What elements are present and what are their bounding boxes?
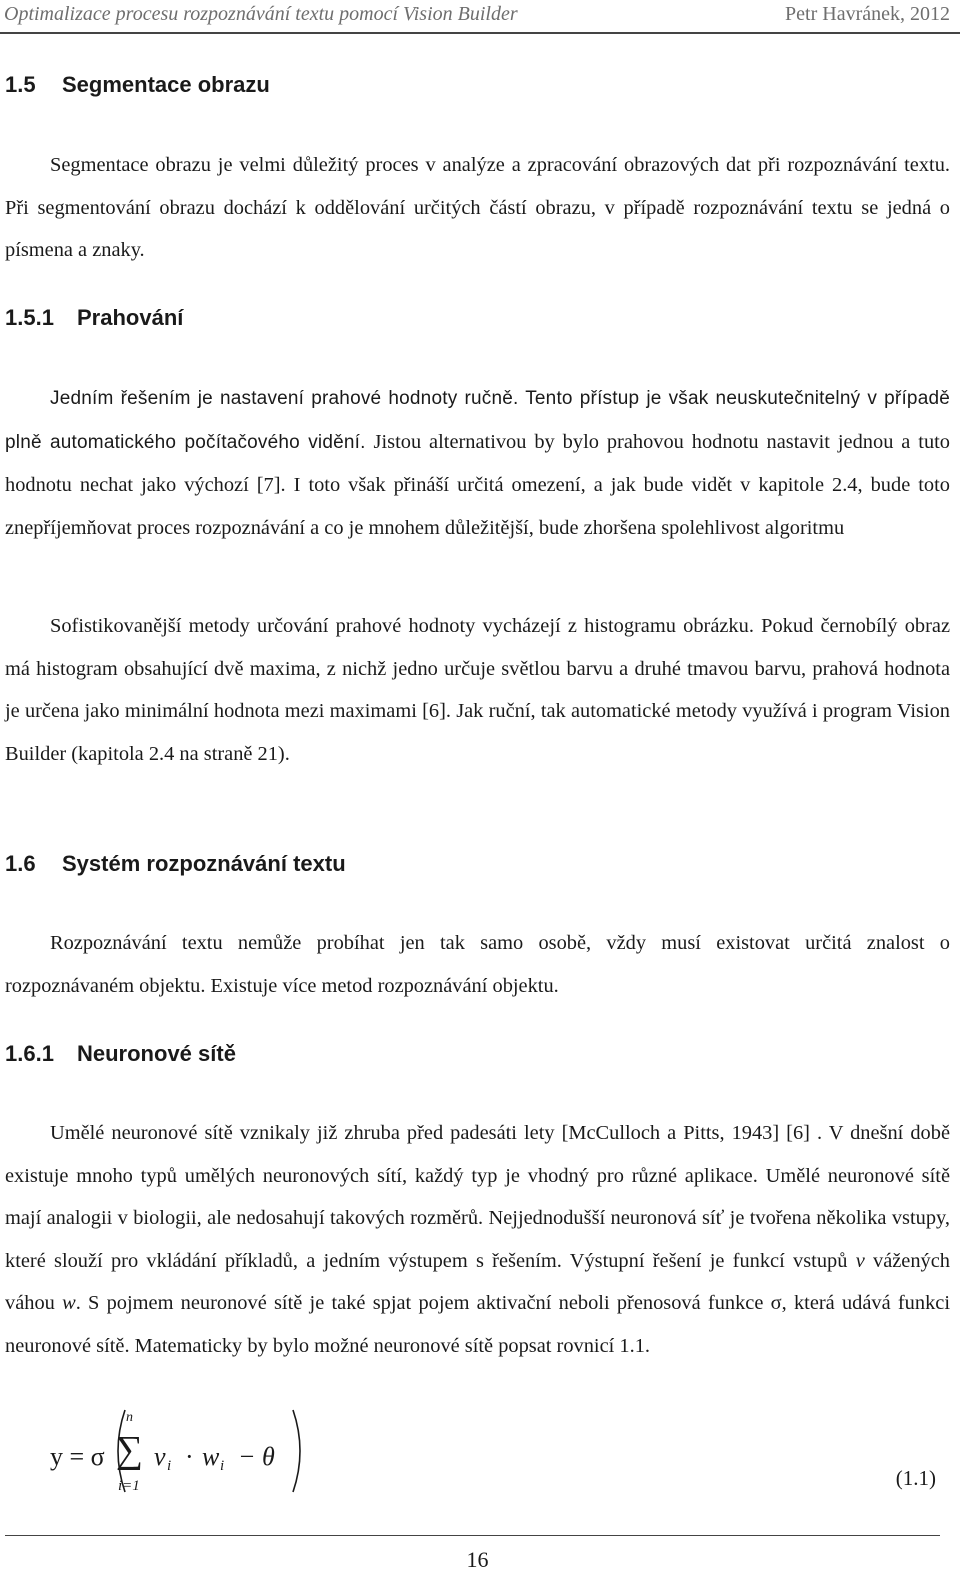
- section-heading-1-5: [5, 72, 270, 98]
- section-title: Neuronové sítě: [77, 1041, 236, 1066]
- section-heading-1-6: [5, 851, 346, 877]
- running-header: [0, 0, 960, 34]
- paragraph-system: Rozpoznávání textu nemůže probíhat jen tak samo osobě, vždy musí existovat určitá znalost o rozpoznávaném objektu. Existuje více metod rozpoznávání objektu.: [5, 932, 950, 997]
- variable-v: v: [154, 1442, 166, 1471]
- paragraph-prahovani-1: [5, 377, 950, 549]
- text-run: . S pojmem neuronové sítě je také spjat pojem aktivační neboli přenosová funkce σ, která udává funkci neuronové sítě. Matematicky by bylo možné neuronové sítě popsat rovnicí 1.1.: [5, 1292, 950, 1357]
- section-number: 1.5: [5, 72, 36, 97]
- equation-1-1: [50, 1408, 310, 1498]
- section-number: 1.6: [5, 851, 36, 876]
- header-divider: [0, 32, 960, 34]
- variable-w: w: [62, 1292, 76, 1315]
- variable-v: v: [855, 1249, 865, 1272]
- equation-number: (1.1): [895, 1466, 936, 1490]
- variable-w: w: [202, 1442, 220, 1471]
- dot-operator: ·: [185, 1442, 194, 1471]
- header-author: Petr Havránek, 2012: [785, 3, 950, 25]
- sum-upper-limit: n: [126, 1410, 133, 1425]
- section-number: 1.6.1: [5, 1041, 54, 1066]
- paragraph-neuronove-site: [5, 1112, 950, 1368]
- paragraph-prahovani-2: Sofistikovanější metody určování prahové hodnoty vycházejí z histogramu obrázku. Pokud černobílý obraz má histogram obsahující dvě maxima, z nichž jedno určuje světlou barvu a druhé tmavou barvu, prahová hodnota je určena jako minimální hodnota mezi maximami [6]. Jak ruční, tak automatické metody využívá i program Vision Builder (kapitola 2.4 na straně 21).: [5, 615, 950, 765]
- paragraph-segmentace: Segmentace obrazu je velmi důležitý proces v analýze a zpracování obrazových dat při rozpoznávání textu. Při segmentování obrazu dochází k oddělování určitých částí obrazu, v případě rozpoznávání textu se jedná o písmena a znaky.: [5, 154, 950, 262]
- section-heading-1-6-1: [5, 1041, 236, 1067]
- text-run-sans: Jedním řešením je nastavení prahové hodnoty ručně. Tento přístup je však neuskutečnitelný v případě plně automatického počítačového vidění.: [5, 388, 950, 453]
- text-run: Jistou alternativou by bylo prahovou hodnotu nastavit jednou a tuto hodnotu nechat jako výchozí [7]. I toto však přináší určitá omezení, a jak bude vidět v kapitole 2.4, bude toto znepříjemňovat proces rozpoznávání a co je mnohem důležitější, bude zhoršena spolehlivost algoritmu: [5, 430, 951, 539]
- text-run: Umělé neuronové sítě vznikaly již zhruba před padesáti lety [McCulloch a Pitts, 1943] [6] . V dnešní době existuje mnoho typů umělých neuronových sítí, každý typ je vhodný pro různé aplikace. Umělé neuronové sítě mají analogii v biologii, ale nedosahují takových rozměrů. Nejjednodušší neuronová síť je tvořena několika vstupy, které slouží pro vkládání příkladů, a jedním výstupem s řešením. Výstupní řešení je funkcí vstupů: [5, 1122, 950, 1272]
- right-paren-icon: [290, 1408, 310, 1494]
- minus-theta: − θ: [238, 1442, 275, 1471]
- section-heading-1-5-1: [5, 305, 183, 331]
- equation-lhs: y = σ: [50, 1442, 105, 1471]
- summation-icon: ∑: [116, 1429, 144, 1471]
- section-number: 1.5.1: [5, 305, 54, 330]
- text-run: vážených váhou: [5, 1249, 950, 1315]
- page-number: 16: [466, 1547, 489, 1572]
- section-title: Prahování: [77, 305, 184, 330]
- footer-divider: [5, 1535, 940, 1536]
- section-title: Systém rozpoznávání textu: [62, 851, 346, 876]
- header-title: Optimalizace procesu rozpoznávání textu pomocí Vision Builder: [4, 3, 518, 25]
- sum-lower-limit: i=1: [118, 1478, 140, 1494]
- subscript-i: i: [220, 1458, 225, 1474]
- section-title: Segmentace obrazu: [62, 72, 270, 97]
- subscript-i: i: [167, 1458, 172, 1474]
